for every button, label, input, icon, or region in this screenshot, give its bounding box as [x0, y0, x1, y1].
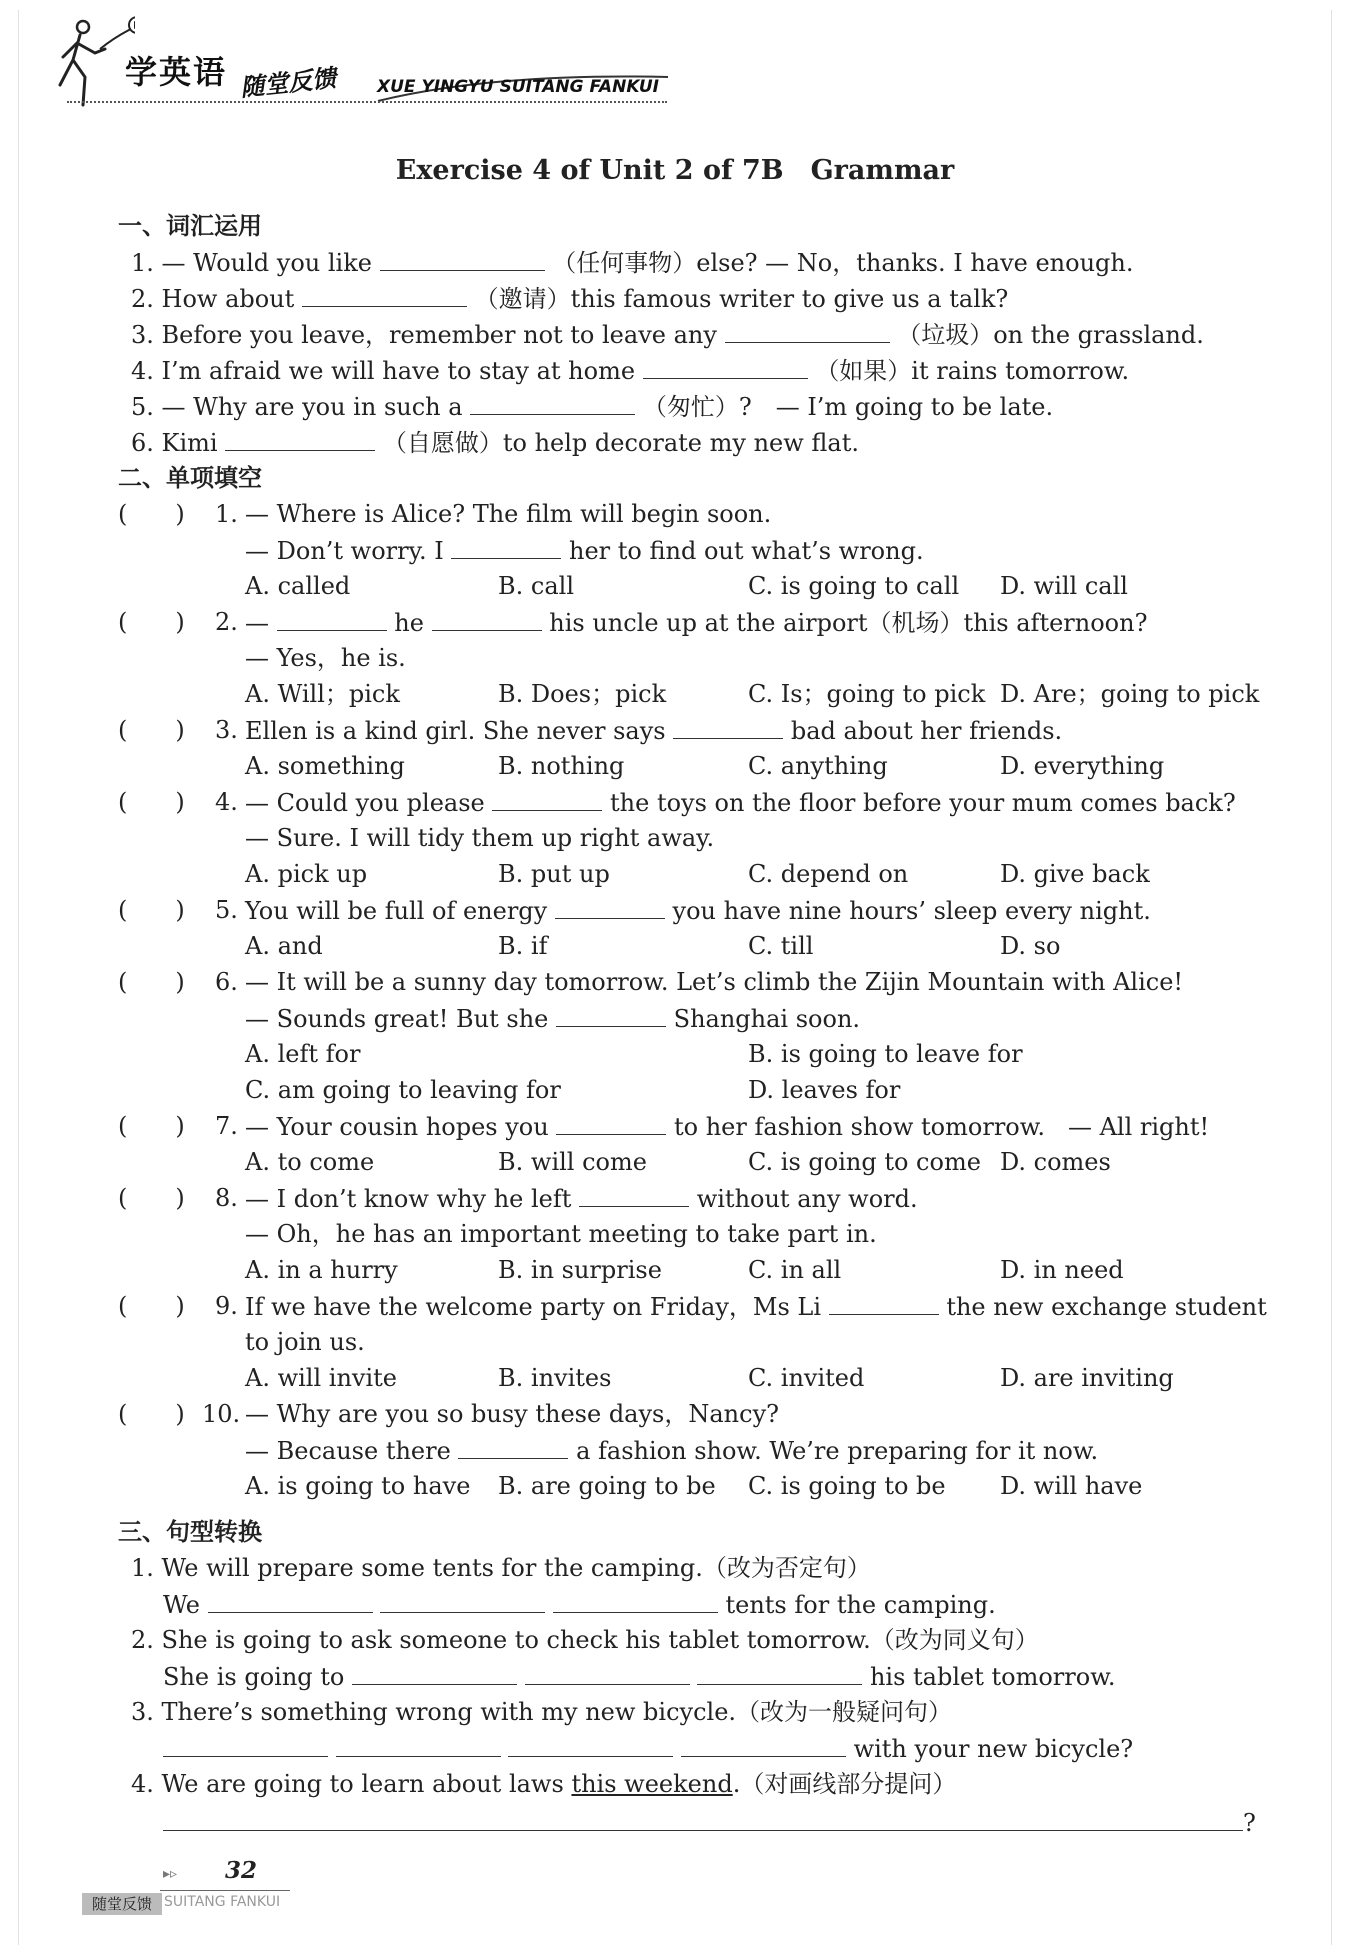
s2-q10-paren[interactable]: ( ): [118, 1400, 185, 1428]
answer-blank[interactable]: [697, 1660, 862, 1685]
s3-q1-text: We: [163, 1591, 200, 1619]
s1-q3-text-b: （垃圾）on the grassland.: [897, 321, 1204, 349]
s2-q1-text: — Don’t worry. I: [245, 537, 444, 565]
option[interactable]: B. nothing: [498, 752, 625, 780]
s1-q1-text: 1. — Would you like: [131, 249, 372, 277]
s1-q6: [131, 426, 859, 459]
s1-q4-text: 4. I’m afraid we will have to stay at home: [131, 357, 636, 385]
s2-q5-text: You will be full of energy: [245, 897, 548, 925]
s1-q3-text: 3. Before you leave，remember not to leave any: [131, 321, 717, 349]
option[interactable]: B. in surprise: [498, 1256, 662, 1284]
s2-q4-num: 4.: [215, 788, 238, 816]
option[interactable]: D. leaves for: [748, 1076, 901, 1104]
footer-divider: [160, 1890, 290, 1891]
answer-blank[interactable]: [302, 282, 467, 307]
s1-q4-text-b: （如果）it rains tomorrow.: [815, 357, 1130, 385]
answer-blank[interactable]: [458, 1434, 568, 1459]
s2-q4-line2: — Sure. I will tidy them up right away.: [245, 824, 715, 852]
option[interactable]: C. till: [748, 932, 814, 960]
s2-q1-num: 1.: [215, 500, 238, 528]
s1-q3: [131, 318, 1204, 351]
footer-badge: 随堂反馈: [82, 1893, 162, 1915]
s2-q7-paren[interactable]: ( ): [118, 1112, 185, 1140]
s3-q3-line1: 3. There’s something wrong with my new bicycle.（改为一般疑问句）: [131, 1698, 953, 1726]
option[interactable]: C. is going to call: [748, 572, 960, 600]
s2-q9-text-b: the new exchange student: [946, 1293, 1267, 1321]
s3-q4-line1: [131, 1768, 956, 1800]
s3-q4-text-b: .（对画线部分提问）: [732, 1770, 957, 1798]
option[interactable]: D. will have: [1000, 1472, 1143, 1500]
s3-q1-line2: [163, 1588, 996, 1621]
header-pinyin: XUE YINGYU SUITANG FANKUI: [377, 77, 660, 97]
s2-q10-line2: [245, 1434, 1098, 1467]
option[interactable]: D. in need: [1000, 1256, 1124, 1284]
answer-blank[interactable]: [336, 1732, 501, 1757]
section-1-heading: 一、词汇运用: [118, 212, 262, 240]
s2-q5-text-b: you have nine hours’ sleep every night.: [672, 897, 1151, 925]
option[interactable]: B. if: [498, 932, 548, 960]
option[interactable]: C. is going to be: [748, 1472, 946, 1500]
s3-q3-text-b: with your new bicycle?: [853, 1735, 1134, 1763]
option[interactable]: D. are inviting: [1000, 1364, 1174, 1392]
s2-q1-line1: — Where is Alice? The film will begin soon.: [245, 500, 772, 528]
option[interactable]: A. called: [245, 572, 351, 600]
s2-q5-paren[interactable]: ( ): [118, 896, 185, 924]
s2-q2-text-c: his uncle up at the airport（机场）this afternoon?: [549, 609, 1148, 637]
option[interactable]: A. will invite: [245, 1364, 398, 1392]
s2-q9-num: 9.: [215, 1292, 238, 1320]
option[interactable]: B. Does；pick: [498, 680, 667, 708]
option[interactable]: A. something: [245, 752, 405, 780]
s3-q1-line1: 1. We will prepare some tents for the camping.（改为否定句）: [131, 1554, 871, 1582]
s3-q2-line1: 2. She is going to ask someone to check his tablet tomorrow.（改为同义句）: [131, 1626, 1039, 1654]
s2-q3-num: 3.: [215, 716, 238, 744]
answer-blank[interactable]: [508, 1732, 673, 1757]
s1-q5-text: 5. — Why are you in such a: [131, 393, 463, 421]
answer-blank[interactable]: [208, 1588, 373, 1613]
option[interactable]: D. give back: [1000, 860, 1150, 888]
s2-q4-paren[interactable]: ( ): [118, 788, 185, 816]
s2-q10-text-b: a fashion show. We’re preparing for it now.: [576, 1437, 1099, 1465]
option[interactable]: C. depend on: [748, 860, 909, 888]
s2-q5-num: 5.: [215, 896, 238, 924]
answer-blank[interactable]: [525, 1660, 690, 1685]
option[interactable]: A. Will；pick: [245, 680, 400, 708]
s2-q8-text: — I don’t know why he left: [245, 1185, 572, 1213]
answer-blank[interactable]: [163, 1732, 328, 1757]
s2-q4-text: — Could you please: [245, 789, 485, 817]
s2-q2-line1: [245, 606, 1147, 639]
s2-q1-paren[interactable]: ( ): [118, 500, 185, 528]
s2-q7-text-c: — All right!: [1067, 1113, 1210, 1141]
answer-blank[interactable]: [432, 606, 542, 631]
page-number: 32: [225, 1857, 258, 1884]
option[interactable]: D. everything: [1000, 752, 1165, 780]
s3-q3-line2: [163, 1732, 1133, 1765]
s1-q1: [131, 246, 1134, 279]
s1-q2-text-b: （邀请）this famous writer to give us a talk?: [474, 285, 1009, 313]
option[interactable]: A. left for: [245, 1040, 361, 1068]
option[interactable]: B. is going to leave for: [748, 1040, 1023, 1068]
option[interactable]: C. am going to leaving for: [245, 1076, 561, 1104]
answer-blank[interactable]: [451, 534, 561, 559]
s1-q2-text: 2. How about: [131, 285, 295, 313]
s2-q9-line2: to join us.: [245, 1328, 365, 1356]
header-title: 学英语: [125, 53, 228, 91]
s2-q10-num: 10.: [202, 1400, 241, 1428]
s3-q1-text-b: tents for the camping.: [725, 1591, 996, 1619]
answer-blank[interactable]: [492, 786, 602, 811]
header: [55, 15, 675, 115]
s2-q1-text-b: her to find out what’s wrong.: [569, 537, 924, 565]
answer-blank[interactable]: [380, 1588, 545, 1613]
s2-q6-paren[interactable]: ( ): [118, 968, 185, 996]
footer-text: SUITANG FANKUI: [164, 1894, 281, 1910]
header-subtitle: 随堂反馈: [239, 64, 338, 102]
option[interactable]: C. Is；going to pick: [748, 680, 986, 708]
s2-q2-line2: — Yes，he is.: [245, 644, 406, 672]
option[interactable]: A. in a hurry: [245, 1256, 398, 1284]
answer-blank[interactable]: [725, 318, 890, 343]
s2-q3-line1: [245, 714, 1062, 747]
question-mark: ?: [1243, 1809, 1256, 1837]
answer-blank[interactable]: [163, 1806, 1243, 1831]
answer-blank[interactable]: [277, 606, 387, 631]
option[interactable]: A. pick up: [245, 860, 368, 888]
s3-q4-line2: [163, 1806, 1256, 1839]
option[interactable]: A. to come: [245, 1148, 375, 1176]
option[interactable]: A. and: [245, 932, 323, 960]
s2-q1-line2: [245, 534, 924, 567]
s2-q9-text: If we have the welcome party on Friday，Ms Li: [245, 1293, 822, 1321]
s2-q2-text-b: he: [394, 609, 424, 637]
option[interactable]: D. will call: [1000, 572, 1128, 600]
option[interactable]: C. in all: [748, 1256, 842, 1284]
footer-arrow-icon: ▸▹: [163, 1866, 178, 1882]
option[interactable]: A. is going to have: [245, 1472, 471, 1500]
s2-q9-line1: [245, 1290, 1267, 1323]
s2-q7-text-b: to her fashion show tomorrow.: [673, 1113, 1046, 1141]
s2-q3-text-b: bad about her friends.: [790, 717, 1063, 745]
s2-q3-paren[interactable]: ( ): [118, 716, 185, 744]
answer-blank[interactable]: [673, 714, 783, 739]
answer-blank[interactable]: [470, 390, 635, 415]
answer-blank[interactable]: [681, 1732, 846, 1757]
answer-blank[interactable]: [556, 1110, 666, 1135]
s2-q10-text: — Because there: [245, 1437, 451, 1465]
answer-blank[interactable]: [225, 426, 375, 451]
runner-logo-icon: [55, 15, 135, 110]
s1-q6-text-b: （自愿做）to help decorate my new flat.: [382, 429, 859, 457]
s2-q5-line1: [245, 894, 1151, 927]
answer-blank[interactable]: [352, 1660, 517, 1685]
option[interactable]: D. comes: [1000, 1148, 1111, 1176]
s3-q2-line2: [163, 1660, 1116, 1693]
option[interactable]: D. Are；going to pick: [1000, 680, 1260, 708]
s2-q7-text: — Your cousin hopes you: [245, 1113, 549, 1141]
s2-q6-text: — Sounds great! But she: [245, 1005, 549, 1033]
s2-q2-num: 2.: [215, 608, 238, 636]
s2-q8-paren[interactable]: ( ): [118, 1184, 185, 1212]
header-divider: [67, 101, 667, 103]
option[interactable]: B. are going to be: [498, 1472, 716, 1500]
answer-blank[interactable]: [829, 1290, 939, 1315]
answer-blank[interactable]: [556, 1002, 666, 1027]
s1-q6-text: 6. Kimi: [131, 429, 218, 457]
s1-q5: [131, 390, 1053, 423]
s1-q5-text-b: （匆忙）? — I’m going to be late.: [642, 393, 1054, 421]
section-3-heading: 三、句型转换: [118, 1518, 262, 1546]
option[interactable]: D. so: [1000, 932, 1061, 960]
s2-q8-text-b: without any word.: [696, 1185, 918, 1213]
underlined-phrase: this weekend: [571, 1770, 733, 1798]
option[interactable]: B. call: [498, 572, 574, 600]
s2-q8-line2: — Oh，he has an important meeting to take part in.: [245, 1220, 877, 1248]
s2-q6-num: 6.: [215, 968, 238, 996]
section-2-heading: 二、单项填空: [118, 464, 262, 492]
option[interactable]: B. will come: [498, 1148, 647, 1176]
s2-q6-text-b: Shanghai soon.: [673, 1005, 861, 1033]
s2-q3-text: Ellen is a kind girl. She never says: [245, 717, 666, 745]
s2-q2-paren[interactable]: ( ): [118, 608, 185, 636]
option[interactable]: B. put up: [498, 860, 610, 888]
s2-q2-text: —: [245, 609, 269, 637]
answer-blank[interactable]: [380, 246, 545, 271]
answer-blank[interactable]: [553, 1588, 718, 1613]
s2-q7-line1: [245, 1110, 1209, 1143]
answer-blank[interactable]: [555, 894, 665, 919]
s1-q4: [131, 354, 1129, 387]
s1-q1-text-b: （任何事物）else? — No，thanks. I have enough.: [552, 249, 1134, 277]
option[interactable]: C. anything: [748, 752, 888, 780]
s2-q4-text-b: the toys on the floor before your mum comes back?: [610, 789, 1236, 817]
answer-blank[interactable]: [579, 1182, 689, 1207]
option[interactable]: B. invites: [498, 1364, 612, 1392]
s2-q6-line1: — It will be a sunny day tomorrow. Let’s climb the Zijin Mountain with Alice!: [245, 968, 1184, 996]
s3-q4-text: 4. We are going to learn about laws: [131, 1770, 564, 1798]
s2-q8-num: 8.: [215, 1184, 238, 1212]
s2-q7-num: 7.: [215, 1112, 238, 1140]
s3-q2-text-b: his tablet tomorrow.: [869, 1663, 1116, 1691]
s2-q10-line1: — Why are you so busy these days，Nancy?: [245, 1400, 779, 1428]
answer-blank[interactable]: [643, 354, 808, 379]
s2-q4-line1: [245, 786, 1236, 819]
page-title: Exercise 4 of Unit 2 of 7B Grammar: [395, 155, 955, 186]
s2-q9-paren[interactable]: ( ): [118, 1292, 185, 1320]
s2-q8-line1: [245, 1182, 918, 1215]
s2-q6-line2: [245, 1002, 860, 1035]
option[interactable]: C. is going to come: [748, 1148, 981, 1176]
option[interactable]: C. invited: [748, 1364, 865, 1392]
s3-q2-text: She is going to: [163, 1663, 345, 1691]
s1-q2: [131, 282, 1008, 315]
